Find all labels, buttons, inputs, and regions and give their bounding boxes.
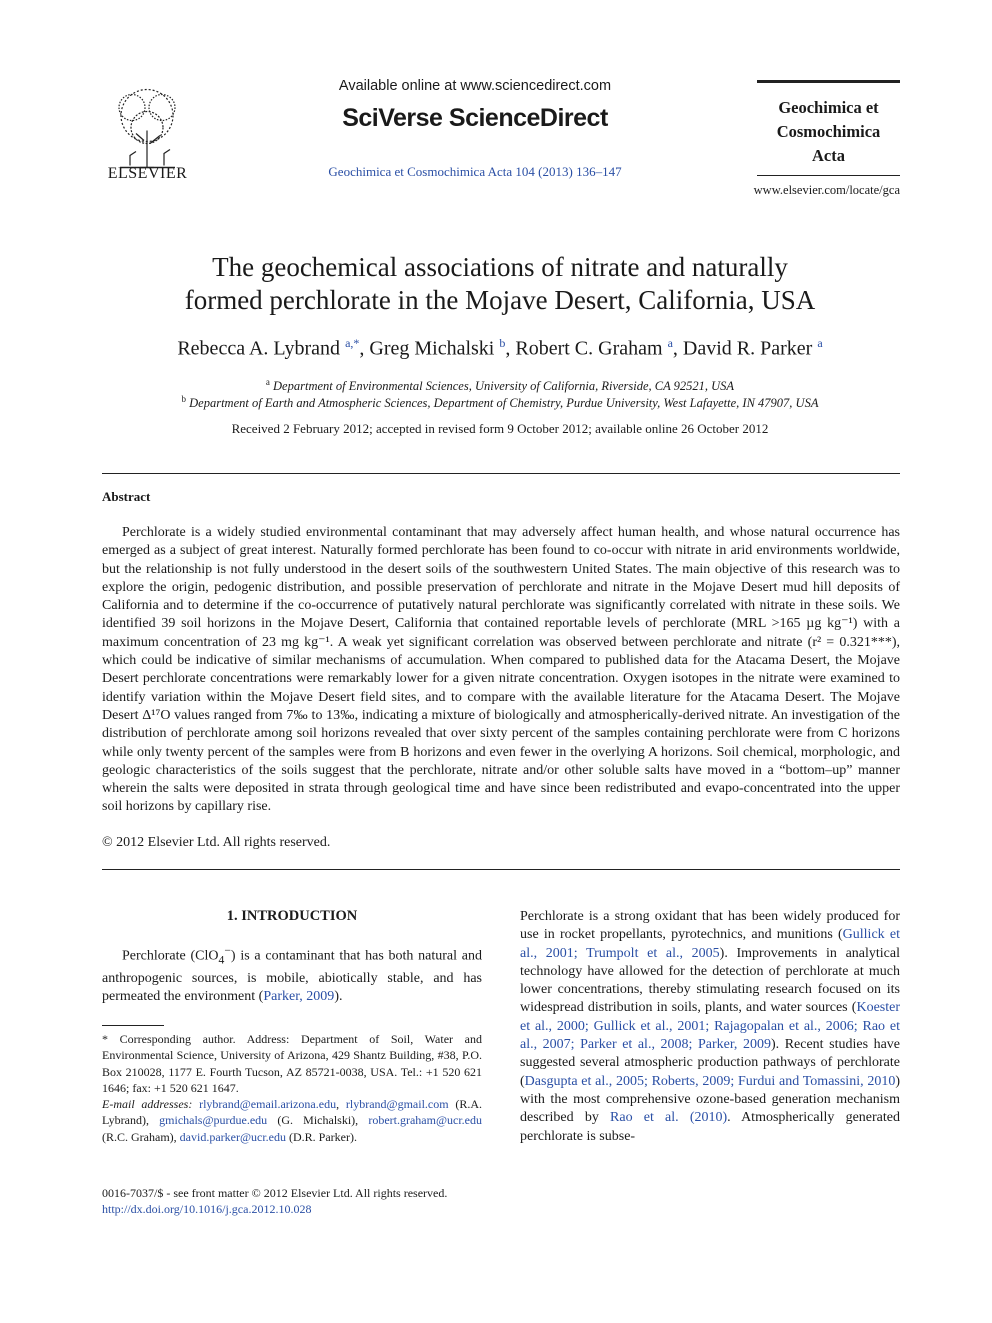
- author-affiliation-mark[interactable]: a: [667, 336, 673, 350]
- author-name[interactable]: Robert C. Graham: [515, 337, 663, 360]
- introduction-paragraph: Perchlorate (ClO$_4$−) is a contaminant that has both natural and anthropogenic sources, is mobile, abiotically stable, and has permeated the environment (Parker, 2009).: [102, 944, 483, 1005]
- email-link[interactable]: robert.graham@ucr.edu: [368, 1113, 482, 1128]
- received-dates: Received 2 February 2012; accepted in revised form 9 October 2012; available online 26 October 2012: [231, 421, 769, 436]
- issn-line: 0016-7037/$ - see front matter © 2012 Elsevier Ltd. All rights reserved.: [102, 1186, 448, 1200]
- email-link[interactable]: rlybrand@email.arizona.edu: [199, 1097, 337, 1112]
- corresponding-author-text: * Corresponding author. Address: Department of Soil, Water and Environmental Science, University of Arizona, 429 Shantz Building, #38, P.O. Box 210028, 1177 E. Fourth Tucson, AZ 85721-0038, USA. Tel.: +1 520 621 1646; fax: +1 520 621 1647.: [102, 1032, 482, 1095]
- corresponding-author-footnote: * Corresponding author. Address: Department of Soil, Water and Environmental Science, University of Arizona, 429 Shantz Building, #38, P.O. Box 210028, 1177 E. Fourth Tucson, AZ 85721-0038, USA. Tel.: +1 520 621 1646; fax: +1 520 621 1647. E-mail addresses: rlybrand@email.arizona.edu, rlybrand@gmail.com (R.A. Lybrand), gmichals@purdue.edu (G. Michalski), robert.graham@ucr.edu (R.C. Graham), david.parker@ucr.edu (D.R. Parker).: [102, 1032, 483, 1144]
- issn-block: [102, 1185, 522, 1217]
- citation-link[interactable]: Gullick et al., 2001; Trumpolt et al., 2005: [520, 927, 900, 961]
- citation-link[interactable]: Dasgupta et al., 2005; Roberts, 2009; Furdui and Tomassini, 2010: [524, 1073, 896, 1089]
- footnote-rule: [102, 1025, 164, 1026]
- publisher-wordmark: ELSEVIER: [107, 165, 188, 182]
- affiliation-a: $^a$ Department of Environmental Sciences, University of California, Riverside, CA 92521, USA: [265, 377, 735, 394]
- author-name[interactable]: Greg Michalski: [369, 337, 495, 360]
- journal-title-line: Acta: [812, 146, 845, 165]
- email-link[interactable]: gmichals@purdue.edu: [159, 1113, 268, 1128]
- email-link[interactable]: rlybrand@gmail.com: [345, 1097, 449, 1112]
- author-name[interactable]: David R. Parker: [682, 337, 813, 360]
- journal-citation-link[interactable]: Geochimica et Cosmochimica Acta 104 (2013) 136–147: [328, 164, 622, 179]
- abstract-copyright: © 2012 Elsevier Ltd. All rights reserved.: [102, 835, 331, 850]
- abstract-rule-bottom: [102, 869, 900, 870]
- sciencedirect-brand[interactable]: SciVerse ScienceDirect: [342, 104, 608, 132]
- author-list: Rebecca A. Lybrand $^{a,*}$, Greg Michalski $^b$, Robert C. Graham $^a$, David R. Parker $^a$: [177, 336, 823, 360]
- available-online-text: Available online at www.sciencedirect.com: [338, 78, 612, 94]
- abstract-heading: Abstract: [102, 489, 151, 504]
- journal-title-line: Geochimica et: [778, 98, 879, 117]
- email-label: E-mail addresses:: [102, 1097, 193, 1112]
- doi-link[interactable]: http://dx.doi.org/10.1016/j.gca.2012.10.028: [102, 1202, 312, 1216]
- introduction-paragraph-continued: Perchlorate is a strong oxidant that has been widely produced for use in rocket propellants, pyrotechnics, and munitions (Gullick et al., 2001; Trumpolt et al., 2005). Improvements in analytical technology have allowed for the detection of perchlorate at much lower concentrations, thereby stimulating research focused on its widespread distribution in soils, plants, and water sources (Koester et al., 2000; Gullick et al., 2001; Rajagopalan et al., 2006; Rao et al., 2007; Parker et al., 2008; Parker, 2009). Recent studies have suggested several atmospheric production pathways of perchlorate (Dasgupta et al., 2005; Roberts, 2009; Furdui and Tomassini, 2010) with the most comprehensive ozone-based generation mechanism described by Rao et al. (2010). Atmospherically generated perchlorate is subse-: [520, 909, 900, 1144]
- journal-title-rule-bottom: [757, 175, 900, 176]
- abstract-body: Perchlorate is a widely studied environmental contaminant that may adversely affect human health, and whose natural occurrence has emerged as a subject of great interest. Naturally formed perchlorate has been found to co-occur with nitrate in arid environments worldwide, but the relationship is not fully understood in the desert soils of the southwestern United States. The main objective of this research was to explore the origin, pedogenic distribution, and possible preservation of perchlorate and nitrate in the Mojave Desert mud hill deposits of California and to determine if the co-occurrence of putatively natural perchlorate was significantly correlated with nitrate in these soils. We identified 39 soil horizons in the Mojave Desert, California that contained reportable levels of perchlorate (MRL >165 µg kg⁻¹) with a maximum concentration of 23 mg kg⁻¹. A weak yet significant correlation was observed between perchlorate and nitrate (r² = 0.321***), which could be indicative of similar mechanisms of accumulation. When compared to published data for the Atacama Desert, the Mojave Desert perchlorate concentrations were remarkably lower for a given nitrate concentration. Oxygen isotopes in the nitrate were examined to identify variation within the Mojave Desert field sites, and to compare with the available literature for the Atacama Desert. The Mojave Desert Δ¹⁷O values ranged from 7‰ to 13‰, indicating a mixture of biologically and atmospherically-derived nitrate. An investigation of the distribution of perchlorate among soil horizons revealed that over sixty percent of the samples containing perchlorate were from C horizons while only twenty percent of the samples were from B horizons and even fewer in the overlying A horizons. Soil chemical, morphologic, and geologic characteristics of the soils suggest that the perchlorate, nitrate and/or other soluble salts have moved in a “bottom–up” manner wherein the salts were deposited in strata through geological time and have since been redistributed and evapo-concentrated into the upper soil horizons by capillary rise.: [102, 525, 900, 815]
- article-title-line: formed perchlorate in the Mojave Desert, California, USA: [184, 285, 816, 315]
- citation-link[interactable]: Parker, 2009: [263, 989, 335, 1005]
- journal-title-rule-top: [757, 80, 900, 83]
- affiliation-b: $^b$ Department of Earth and Atmospheric Sciences, Department of Chemistry, Purdue University, West Lafayette, IN 47907, USA: [181, 394, 819, 411]
- journal-url-link[interactable]: www.elsevier.com/locate/gca: [753, 183, 900, 197]
- author-affiliation-mark[interactable]: a,*: [345, 336, 360, 350]
- email-link[interactable]: david.parker@ucr.edu: [179, 1129, 286, 1144]
- author-affiliation-mark[interactable]: a: [817, 336, 823, 350]
- section-heading-introduction: 1. INTRODUCTION: [226, 908, 358, 924]
- citation-link[interactable]: Rao et al. (2010): [610, 1110, 728, 1126]
- citation-link[interactable]: Koester et al., 2000; Gullick et al., 2001; Rajagopalan et al., 2006; Rao et al., 2007; Parker et al., 2008; Parker, 2009: [520, 1000, 900, 1053]
- article-title-line: The geochemical associations of nitrate and naturally: [212, 252, 788, 282]
- author-affiliation-mark[interactable]: b: [499, 336, 506, 350]
- journal-title-line: Cosmochimica: [776, 122, 881, 141]
- article-title: [100, 251, 900, 317]
- journal-title-block: [757, 96, 900, 168]
- author-name[interactable]: Rebecca A. Lybrand: [177, 337, 341, 360]
- abstract-rule-top: [102, 473, 900, 474]
